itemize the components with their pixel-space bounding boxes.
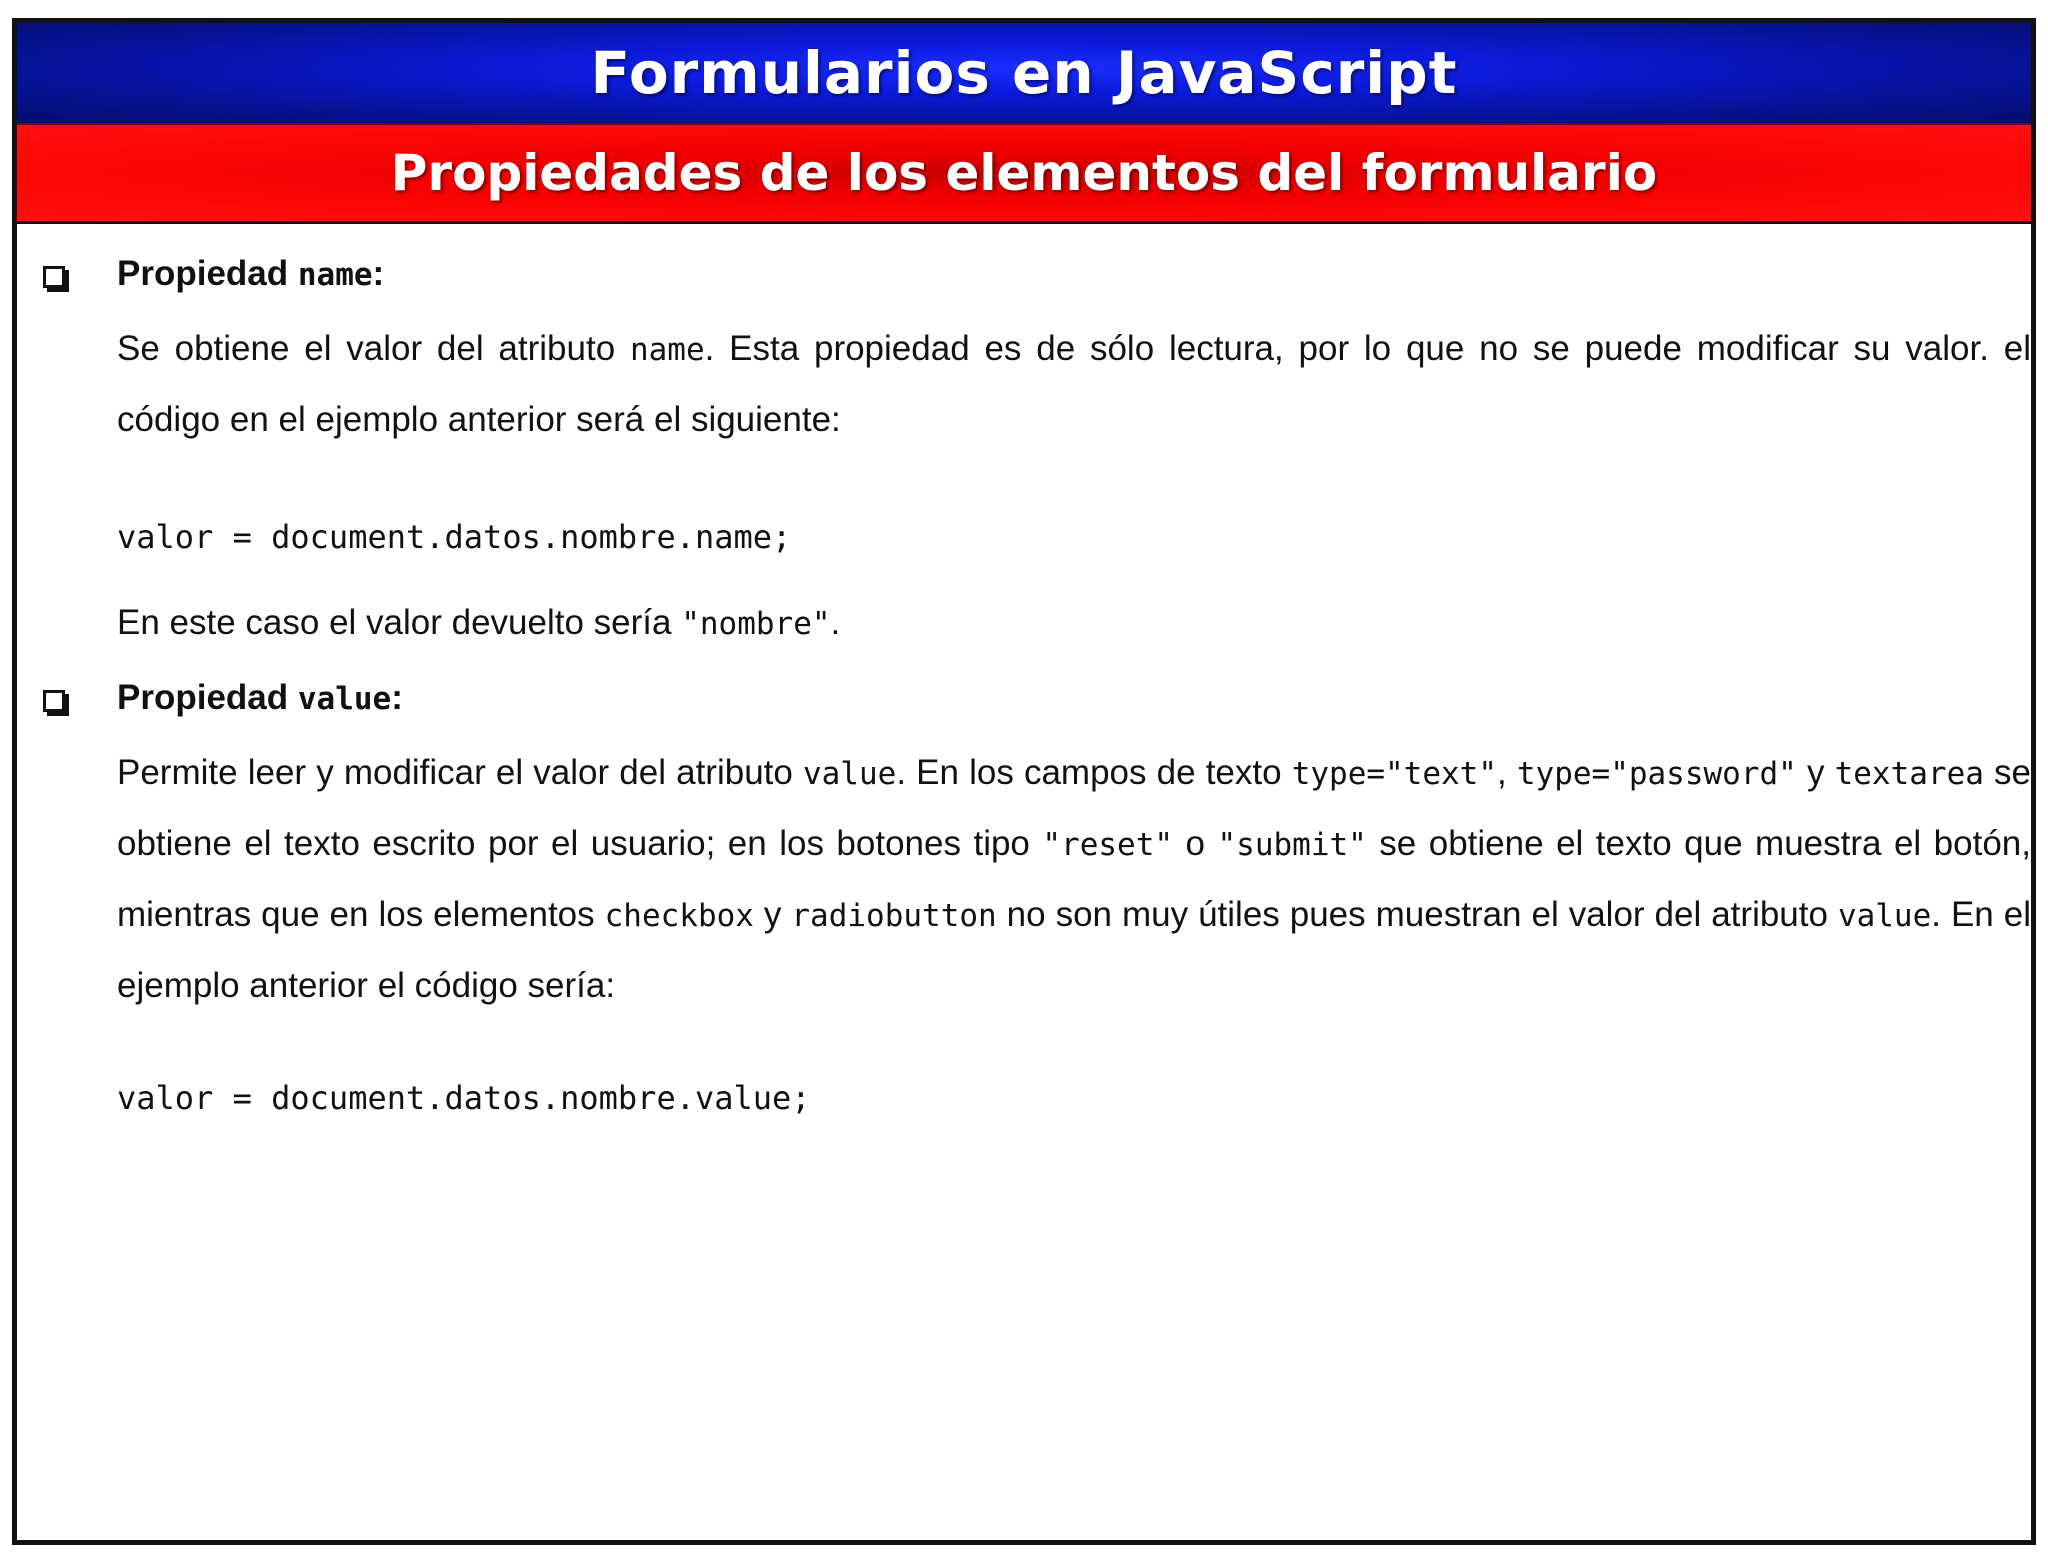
paragraph-text: se obtiene el texto que muestra el botón, mientras que en los elementos xyxy=(117,824,2031,934)
paragraph-text: Se obtiene el valor del atributo xyxy=(117,329,630,368)
inline-code: "submit" xyxy=(1217,827,1367,863)
inline-code: "nombre" xyxy=(681,606,831,642)
subtitle-banner xyxy=(17,123,2031,224)
paragraph-text: se obtiene el texto escrito por el usuario; en los botones tipo xyxy=(117,753,2031,863)
section-paragraph xyxy=(117,738,2031,1020)
paragraph-text: y xyxy=(1796,753,1835,792)
checkbox-bullet-icon xyxy=(43,690,65,712)
paragraph-text: no son muy útiles pues muestran el valor del atributo xyxy=(996,895,1838,934)
paragraph-text: . En los campos de texto xyxy=(896,753,1292,792)
heading-label: Propiedad xyxy=(117,254,298,293)
section-heading xyxy=(117,678,403,718)
section-paragraph xyxy=(117,314,2031,454)
inline-code: radiobutton xyxy=(791,898,997,934)
slide-frame xyxy=(12,18,2036,1545)
paragraph-text: Permite leer y modificar el valor del atributo xyxy=(117,753,803,792)
inline-code: type="password" xyxy=(1516,756,1797,792)
result-note xyxy=(117,603,840,643)
heading-code: value xyxy=(297,681,392,717)
inline-code: type="text" xyxy=(1291,756,1498,792)
paragraph-text: y xyxy=(753,895,792,934)
note-text: . xyxy=(830,603,841,642)
inline-code: value xyxy=(1837,898,1932,934)
title-banner xyxy=(17,23,2031,123)
code-snippet: valor = document.datos.nombre.value; xyxy=(117,1079,811,1117)
paragraph-text: o xyxy=(1173,824,1218,863)
code-snippet: valor = document.datos.nombre.name; xyxy=(117,518,792,556)
inline-code: name xyxy=(629,332,705,368)
heading-code: name xyxy=(297,257,373,293)
heading-colon: : xyxy=(372,254,385,293)
section-heading xyxy=(117,254,384,294)
paragraph-text: . Esta propiedad es de sólo lectura, por lo que no se puede modificar su valor. el código en el ejemplo anterior será el siguiente: xyxy=(117,329,2031,439)
checkbox-bullet-icon xyxy=(43,266,65,288)
inline-code: checkbox xyxy=(604,898,754,934)
page-subtitle: Propiedades de los elementos del formulario xyxy=(390,144,1658,202)
heading-label: Propiedad xyxy=(117,678,298,717)
paragraph-text: . En el ejemplo anterior el código sería: xyxy=(117,895,2031,1005)
page-title: Formularios en JavaScript xyxy=(590,39,1458,107)
inline-code: "reset" xyxy=(1042,827,1174,863)
heading-colon: : xyxy=(391,678,403,717)
inline-code: value xyxy=(802,756,897,792)
inline-code: textarea xyxy=(1834,756,1984,792)
paragraph-text: , xyxy=(1497,753,1517,792)
note-text: En este caso el valor devuelto sería xyxy=(117,603,682,642)
